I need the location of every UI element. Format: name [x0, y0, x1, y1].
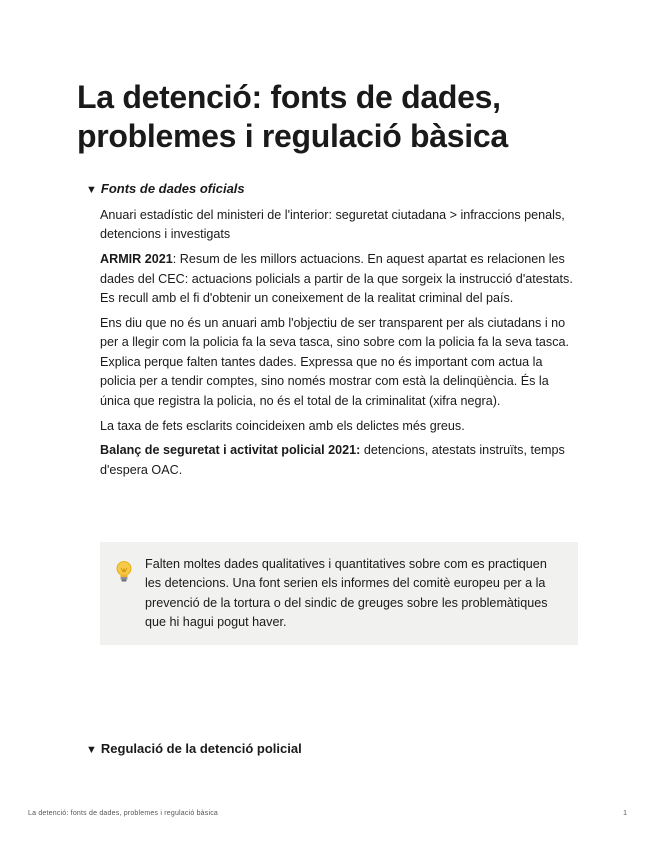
toggle-triangle-icon[interactable]: ▼: [86, 744, 97, 756]
toggle-fonts-de-dades[interactable]: [86, 181, 245, 198]
callout-text: Falten moltes dades qualitatives i quantitatives sobre com es practiquen les detencions. Una font serien els informes del comitè europeu per a la prevenció de la tortura o del sindic de greuges sobre les problemàtiques que hi hagui pogut haver.: [145, 557, 548, 630]
paragraph-anuari-critique: Ens diu que no és un anuari amb l'objectiu de ser transparent per als ciutadans i no per a llegir com la policia fa la seva tasca, sino sobre com la policia fa la seva tasca. Explica perque falten tantes dades. Expressa que no és important com actua la policia per a tendir comptes, sino només mostrar com està la delinqüència. És la única que registra la policia, no és el total de la criminalitat (xifra negra).: [100, 316, 569, 408]
toggle-label: Fonts de dades oficials: [100, 181, 245, 196]
paragraph-anuari: Anuari estadístic del ministeri de l'interior: seguretat ciutadana > infraccions penals, detencions i investigats: [100, 208, 565, 242]
paragraph-armir: [100, 250, 578, 308]
armir-label: ARMIR 2021: [100, 252, 173, 267]
paragraph-taxa: La taxa de fets esclarits coincideixen amb els delictes més greus.: [100, 418, 465, 433]
callout-box: [100, 542, 578, 645]
toggle-regulacio[interactable]: [86, 741, 302, 758]
page-title: La detenció: fonts de dades, problemes i regulació bàsica: [77, 79, 508, 154]
page-number: 1: [623, 810, 627, 817]
paragraph-balanc: [100, 441, 578, 480]
toggle-label: Regulació de la detenció policial: [100, 741, 302, 756]
toggle-triangle-icon[interactable]: ▼: [86, 184, 97, 196]
balanc-text: detencions, atestats instruïts, temps d'espera OAC.: [100, 443, 565, 477]
section-body: [100, 206, 578, 486]
armir-text: : Resum de les millors actuacions. En aquest apartat es relacionen les dades del CEC: actuacions policials a partir de la que sorgeix la instrucció d'atestats. Es recull amb el fi d'obtenir un coneixement de la realitat criminal del país.: [100, 252, 573, 306]
footer-title: La detenció: fonts de dades, problemes i regulació bàsica: [28, 810, 219, 817]
lightbulb-icon: [115, 560, 133, 584]
balanc-label: Balanç de seguretat i activitat policial 2021:: [100, 443, 361, 458]
